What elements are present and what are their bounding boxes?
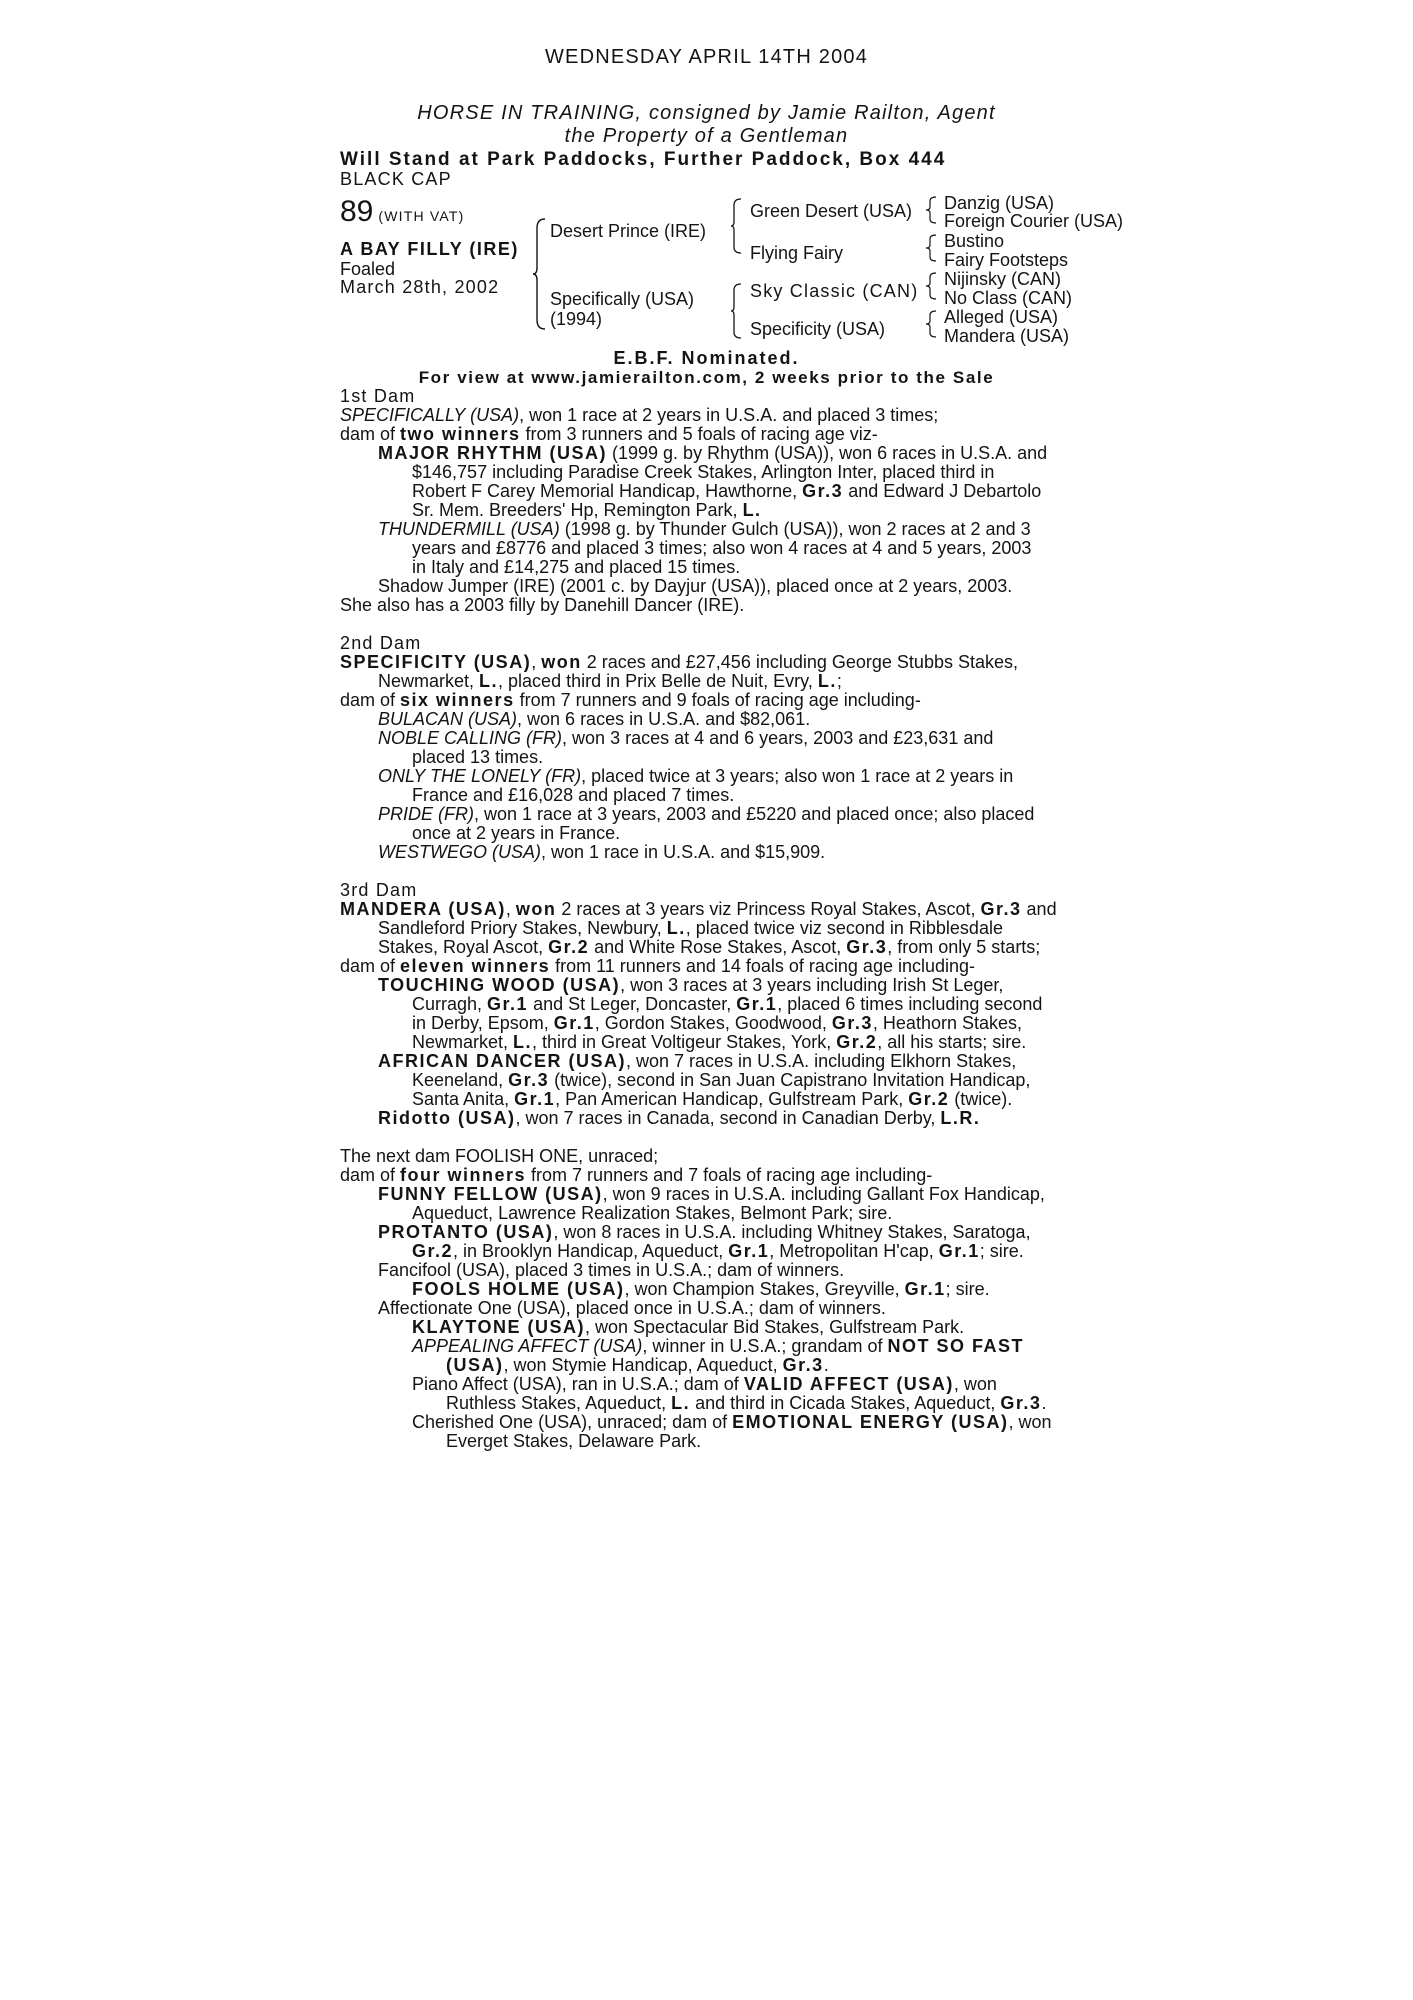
- consignment-line: HORSE IN TRAINING, consigned by Jamie Railton, Agent: [417, 102, 996, 124]
- produce-line: in Italy and £14,275 and placed 15 times.: [412, 557, 741, 577]
- third-dam-line: MANDERA (USA), won 2 races at 3 years viz Princess Royal Stakes, Ascot, Gr.3 and: [340, 899, 1057, 919]
- third-dam-line: Stakes, Royal Ascot, Gr.2 and White Rose Stakes, Ascot, Gr.3, from only 5 starts;: [378, 937, 1041, 957]
- produce-line: TOUCHING WOOD (USA), won 3 races at 3 years including Irish St Leger,: [378, 975, 1004, 995]
- pedigree-brace-sire: [730, 198, 742, 254]
- produce-line: ONLY THE LONELY (FR), placed twice at 3 years; also won 1 race at 2 years in: [378, 766, 1014, 786]
- pedigree-dam-year: (1994): [550, 309, 603, 329]
- produce-line: PRIDE (FR), won 1 race at 3 years, 2003 and £5220 and placed once; also placed: [378, 804, 1035, 824]
- pedigree-brace-gs3: [925, 272, 937, 300]
- pedigree-grandsire-2: Sky Classic (CAN): [750, 281, 919, 301]
- ebf-nominated: E.B.F. Nominated.: [613, 348, 800, 368]
- produce-line: She also has a 2003 filly by Danehill Dancer (IRE).: [340, 595, 745, 615]
- pedigree-grandsire-1: Green Desert (USA): [750, 201, 913, 221]
- pedigree-ggs-8: Mandera (USA): [944, 326, 1070, 346]
- second-dam-produce-summary: dam of six winners from 7 runners and 9 foals of racing age including-: [340, 690, 921, 710]
- stand-location: Will Stand at Park Paddocks, Further Paddock, Box 444: [340, 149, 947, 170]
- produce-line: THUNDERMILL (USA) (1998 g. by Thunder Gulch (USA)), won 2 races at 2 and 3: [378, 519, 1031, 539]
- property-line: the Property of a Gentleman: [564, 125, 849, 147]
- pedigree-dam: Specifically (USA): [550, 289, 695, 309]
- second-dam-line: Newmarket, L., placed third in Prix Belle de Nuit, Evry, L.;: [378, 671, 842, 691]
- pedigree-ggs-2: Foreign Courier (USA): [944, 211, 1124, 231]
- produce-line: MAJOR RHYTHM (USA) (1999 g. by Rhythm (USA)), won 6 races in U.S.A. and: [378, 443, 1048, 463]
- produce-line: BULACAN (USA), won 6 races in U.S.A. and $82,061.: [378, 709, 811, 729]
- produce-line: Aqueduct, Lawrence Realization Stakes, Belmont Park; sire.: [412, 1203, 893, 1223]
- pedigree-ggs-4: Fairy Footsteps: [944, 250, 1069, 270]
- pedigree-ggs-6: No Class (CAN): [944, 288, 1073, 308]
- produce-line: placed 13 times.: [412, 747, 544, 767]
- lot-header: [340, 196, 465, 228]
- pedigree-brace-dam: [730, 283, 742, 339]
- fourth-dam-produce-summary: dam of four winners from 7 runners and 7 foals of racing age including-: [340, 1165, 933, 1185]
- produce-line: KLAYTONE (USA), won Spectacular Bid Stakes, Gulfstream Park.: [412, 1317, 965, 1337]
- produce-line: Ridotto (USA), won 7 races in Canada, second in Canadian Derby, L.R.: [378, 1108, 981, 1128]
- produce-line: France and £16,028 and placed 7 times.: [412, 785, 735, 805]
- third-dam-heading: 3rd Dam: [340, 880, 418, 900]
- sale-date: WEDNESDAY APRIL 14TH 2004: [544, 46, 869, 68]
- lot-number: 89: [340, 195, 374, 228]
- pedigree-brace-gs2: [925, 234, 937, 262]
- foaled-date: March 28th, 2002: [340, 277, 500, 297]
- pedigree-sire: Desert Prince (IRE): [550, 221, 707, 241]
- lot-description: A BAY FILLY (IRE): [340, 239, 519, 259]
- second-dam-heading: 2nd Dam: [340, 633, 422, 653]
- produce-line: FUNNY FELLOW (USA), won 9 races in U.S.A. including Gallant Fox Handicap,: [378, 1184, 1045, 1204]
- produce-line: Shadow Jumper (IRE) (2001 c. by Dayjur (USA)), placed once at 2 years, 2003.: [378, 576, 1013, 596]
- produce-line: (USA), won Stymie Handicap, Aqueduct, Gr.3.: [446, 1355, 829, 1375]
- produce-line: $146,757 including Paradise Creek Stakes, Arlington Inter, placed third in: [412, 462, 995, 482]
- view-note: For view at www.jamierailton.com, 2 weeks prior to the Sale: [418, 368, 995, 387]
- third-dam-produce-summary: dam of eleven winners from 11 runners and 14 foals of racing age including-: [340, 956, 976, 976]
- produce-line: Piano Affect (USA), ran in U.S.A.; dam of VALID AFFECT (USA), won: [412, 1374, 997, 1394]
- produce-line: PROTANTO (USA), won 8 races in U.S.A. including Whitney Stakes, Saratoga,: [378, 1222, 1031, 1242]
- pedigree-ggs-3: Bustino: [944, 231, 1005, 251]
- produce-line: once at 2 years in France.: [412, 823, 621, 843]
- pedigree-granddam-1: Flying Fairy: [750, 243, 844, 263]
- produce-line: Newmarket, L., third in Great Voltigeur Stakes, York, Gr.2, all his starts; sire.: [412, 1032, 1027, 1052]
- pedigree-brace-gs4: [925, 310, 937, 338]
- pedigree-ggs-1: Danzig (USA): [944, 193, 1055, 213]
- produce-line: in Derby, Epsom, Gr.1, Gordon Stakes, Goodwood, Gr.3, Heathorn Stakes,: [412, 1013, 1023, 1033]
- cap-colour: BLACK CAP: [340, 169, 452, 189]
- produce-line: Everget Stakes, Delaware Park.: [446, 1431, 702, 1451]
- first-dam-line: SPECIFICALLY (USA), won 1 race at 2 years in U.S.A. and placed 3 times;: [340, 405, 939, 425]
- produce-line: Curragh, Gr.1 and St Leger, Doncaster, Gr.1, placed 6 times including second: [412, 994, 1043, 1014]
- pedigree-brace-main: [532, 218, 546, 330]
- produce-line: Gr.2, in Brooklyn Handicap, Aqueduct, Gr.1, Metropolitan H'cap, Gr.1; sire.: [412, 1241, 1024, 1261]
- third-dam-line: Sandleford Priory Stakes, Newbury, L., placed twice viz second in Ribblesdale: [378, 918, 1003, 938]
- pedigree-ggs-7: Alleged (USA): [944, 307, 1059, 327]
- produce-line: NOBLE CALLING (FR), won 3 races at 4 and 6 years, 2003 and £23,631 and: [378, 728, 994, 748]
- produce-line: Keeneland, Gr.3 (twice), second in San Juan Capistrano Invitation Handicap,: [412, 1070, 1031, 1090]
- produce-line: years and £8776 and placed 3 times; also won 4 races at 4 and 5 years, 2003: [412, 538, 1032, 558]
- vat-note: (WITH VAT): [378, 208, 465, 224]
- produce-line: Robert F Carey Memorial Handicap, Hawthorne, Gr.3 and Edward J Debartolo: [412, 481, 1042, 501]
- produce-line: Ruthless Stakes, Aqueduct, L. and third in Cicada Stakes, Aqueduct, Gr.3.: [446, 1393, 1047, 1413]
- produce-line: AFRICAN DANCER (USA), won 7 races in U.S.A. including Elkhorn Stakes,: [378, 1051, 1017, 1071]
- produce-line: Cherished One (USA), unraced; dam of EMOTIONAL ENERGY (USA), won: [412, 1412, 1052, 1432]
- produce-line: APPEALING AFFECT (USA), winner in U.S.A.; grandam of NOT SO FAST: [412, 1336, 1024, 1356]
- fourth-dam-line: The next dam FOOLISH ONE, unraced;: [340, 1146, 659, 1166]
- produce-line: Sr. Mem. Breeders' Hp, Remington Park, L.: [412, 500, 762, 520]
- pedigree-ggs-5: Nijinsky (CAN): [944, 269, 1061, 289]
- produce-line: Affectionate One (USA), placed once in U.S.A.; dam of winners.: [378, 1298, 886, 1318]
- produce-line: WESTWEGO (USA), won 1 race in U.S.A. and $15,909.: [378, 842, 826, 862]
- produce-line: Fancifool (USA), placed 3 times in U.S.A.; dam of winners.: [378, 1260, 845, 1280]
- produce-line: FOOLS HOLME (USA), won Champion Stakes, Greyville, Gr.1; sire.: [412, 1279, 990, 1299]
- pedigree-brace-gs1: [925, 196, 937, 224]
- first-dam-heading: 1st Dam: [340, 386, 416, 406]
- second-dam-line: SPECIFICITY (USA), won 2 races and £27,456 including George Stubbs Stakes,: [340, 652, 1018, 672]
- pedigree-granddam-2: Specificity (USA): [750, 319, 886, 339]
- first-dam-produce-summary: dam of two winners from 3 runners and 5 foals of racing age viz-: [340, 424, 878, 444]
- foaled-label: Foaled: [340, 259, 396, 279]
- produce-line: Santa Anita, Gr.1, Pan American Handicap, Gulfstream Park, Gr.2 (twice).: [412, 1089, 1013, 1109]
